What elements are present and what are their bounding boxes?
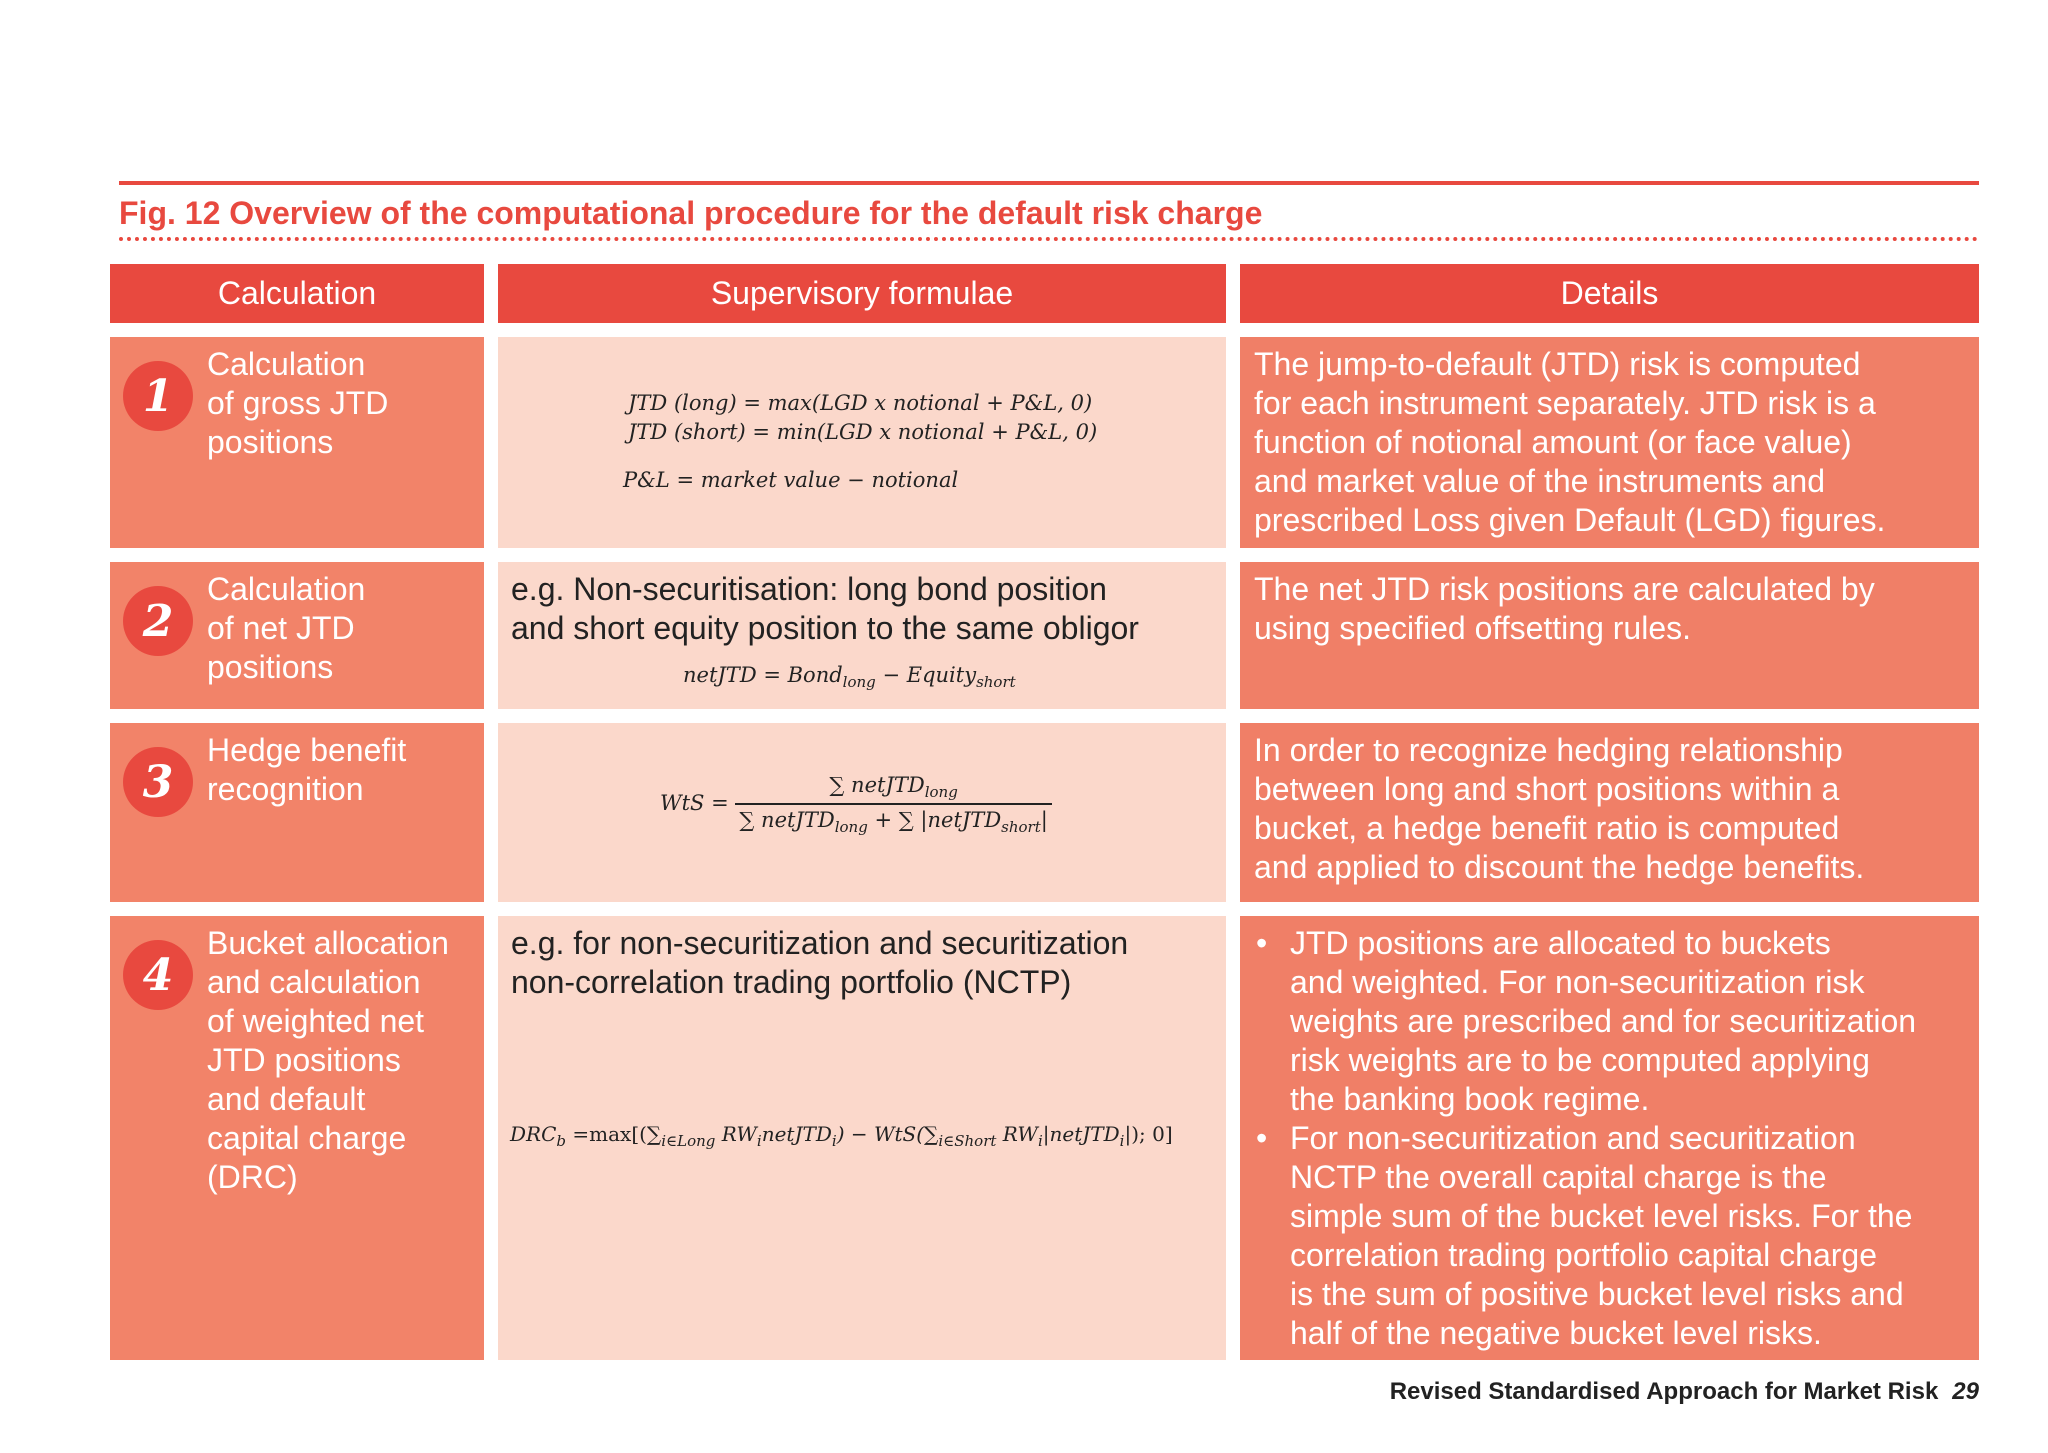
hedge-ratio-fraction xyxy=(735,773,1051,836)
details-line: bucket, a hedge benefit ratio is computed xyxy=(1254,810,1840,846)
math-part: |); 0] xyxy=(1124,1122,1173,1146)
math-part: |netJTD xyxy=(1042,1122,1120,1146)
math-part: RW xyxy=(1002,1122,1038,1146)
row-2-calculation-label xyxy=(207,570,476,687)
formula-text-line: e.g. for non-securitization and securitization xyxy=(511,925,1129,961)
calc-line: capital charge xyxy=(207,1120,407,1156)
calc-line: recognition xyxy=(207,771,364,807)
math-subscript: i xyxy=(1037,1132,1043,1150)
details-line: and weighted. For non-securitization risk xyxy=(1290,964,1865,1000)
jtd-long-formula: JTD (long) = max(LGD x notional + P&L, 0) xyxy=(628,391,1093,415)
formula-text-line: and short equity position to the same obligor xyxy=(511,610,1139,646)
math-subscript: short xyxy=(976,673,1016,692)
details-line: is the sum of positive bucket level risks and xyxy=(1290,1276,1904,1312)
jtd-short-formula: JTD (short) = min(LGD x notional + P&L, 0) xyxy=(628,420,1098,444)
row-3-calculation-label xyxy=(207,731,476,809)
details-line: • JTD positions are allocated to buckets xyxy=(1290,925,1831,961)
row-2-calculation-cell xyxy=(110,562,484,709)
math-part: + ∑ |netJTD xyxy=(874,808,1002,833)
math-subscript: short xyxy=(1001,818,1041,837)
row-4-formula-cell xyxy=(498,916,1226,1360)
math-part: Equity xyxy=(906,663,977,687)
calc-line: Hedge benefit xyxy=(207,732,407,768)
row-1-details-cell xyxy=(1240,337,1979,548)
math-part: =max xyxy=(572,1122,632,1146)
step-number-badge: 1 xyxy=(123,361,193,431)
hedge-ratio-formula xyxy=(660,773,1052,836)
math-subscript: long xyxy=(842,673,876,692)
math-subscript: long xyxy=(834,818,868,837)
row-2-details-cell xyxy=(1240,562,1979,709)
math-subscript: i∈Short xyxy=(938,1132,997,1150)
details-line: for each instrument separately. JTD risk is a xyxy=(1254,385,1876,421)
formula-text-line: non-correlation trading portfolio (NCTP) xyxy=(511,964,1072,1000)
figure-title: Fig. 12 Overview of the computational procedure for the default risk charge xyxy=(119,195,1263,231)
row-2-details-text xyxy=(1254,570,1965,648)
calc-line: Bucket allocation xyxy=(207,925,449,961)
drc-formula xyxy=(510,1122,1173,1150)
math-part: RW xyxy=(721,1122,757,1146)
row-1-formula-cell xyxy=(498,337,1226,548)
details-line: between long and short positions within a xyxy=(1254,771,1840,807)
header-supervisory-formulae: Supervisory formulae xyxy=(498,264,1226,323)
details-line: correlation trading portfolio capital charge xyxy=(1290,1237,1877,1273)
calc-line: of net JTD xyxy=(207,610,355,646)
figure-title-block xyxy=(119,181,1979,241)
row-4-details-text xyxy=(1254,924,1965,1353)
calc-line: of weighted net xyxy=(207,1003,425,1039)
row-1-calculation-label xyxy=(207,345,476,462)
details-line: and applied to discount the hedge benefits. xyxy=(1254,849,1865,885)
row-4-calculation-label xyxy=(207,924,476,1197)
details-line: prescribed Loss given Default (LGD) figures. xyxy=(1254,502,1886,538)
calc-line: Calculation xyxy=(207,571,366,607)
row-1-calculation-cell xyxy=(110,337,484,548)
fraction-denominator xyxy=(735,805,1051,836)
step-number-badge: 4 xyxy=(123,940,193,1010)
fraction-numerator xyxy=(735,773,1051,805)
math-part: WtS = xyxy=(660,791,729,816)
details-line: The net JTD risk positions are calculated by xyxy=(1254,571,1875,607)
calc-line: and calculation xyxy=(207,964,421,1000)
row-2-formula-cell xyxy=(498,562,1226,709)
title-dotted-rule xyxy=(119,237,1979,241)
math-subscript: b xyxy=(556,1132,567,1150)
details-line: NCTP the overall capital charge is the xyxy=(1290,1159,1827,1195)
details-bullet xyxy=(1254,1119,1965,1353)
page-footer xyxy=(1390,1378,1979,1406)
calc-line: positions xyxy=(207,649,334,685)
math-subscript: i xyxy=(831,1132,837,1150)
math-subscript: long xyxy=(924,783,958,802)
math-subscript: i∈Long xyxy=(661,1132,716,1150)
header-details: Details xyxy=(1240,264,1979,323)
math-subscript: i xyxy=(1119,1132,1125,1150)
net-jtd-formula xyxy=(683,663,1016,691)
row-4-example-text xyxy=(511,924,1213,1002)
math-part: − xyxy=(882,663,901,687)
math-part: ) − WtS(∑ xyxy=(836,1122,939,1146)
math-part: netJTD xyxy=(761,1122,832,1146)
details-line: and market value of the instruments and xyxy=(1254,463,1825,499)
calc-line: Calculation xyxy=(207,346,366,382)
step-number-badge: 3 xyxy=(123,747,193,817)
details-bullet-list xyxy=(1254,924,1965,1353)
footer-document-title: Revised Standardised Approach for Market Risk xyxy=(1389,1378,1939,1405)
math-part: ∑ netJTD xyxy=(739,808,835,833)
row-3-details-cell xyxy=(1240,723,1979,902)
details-line: weights are prescribed and for securitization xyxy=(1290,1003,1917,1039)
row-2-example-text xyxy=(511,570,1213,648)
row-3-formula-cell xyxy=(498,723,1226,902)
details-line: using specified offsetting rules. xyxy=(1254,610,1691,646)
step-number-badge: 2 xyxy=(123,586,193,656)
row-3-details-text xyxy=(1254,731,1965,887)
formula-text-line: e.g. Non-securitisation: long bond position xyxy=(511,571,1107,607)
math-subscript: i xyxy=(756,1132,762,1150)
calc-line: and default xyxy=(207,1081,366,1117)
details-line: the banking book regime. xyxy=(1290,1081,1650,1117)
details-line: • For non-securitization and securitization xyxy=(1290,1120,1856,1156)
page-number: 29 xyxy=(1952,1378,1979,1405)
row-3-calculation-cell xyxy=(110,723,484,902)
math-part: Bond xyxy=(787,663,843,687)
row-4-calculation-cell xyxy=(110,916,484,1360)
details-line: half of the negative bucket level risks. xyxy=(1290,1315,1822,1351)
details-line: function of notional amount (or face value) xyxy=(1254,424,1852,460)
pnl-formula: P&L = market value − notional xyxy=(623,468,959,492)
details-line: The jump-to-default (JTD) risk is computed xyxy=(1254,346,1861,382)
calc-line: of gross JTD xyxy=(207,385,389,421)
math-part: [(∑ xyxy=(631,1122,662,1146)
details-bullet xyxy=(1254,924,1965,1119)
math-part: | xyxy=(1040,808,1048,833)
details-line: risk weights are to be computed applying xyxy=(1290,1042,1870,1078)
calc-line: (DRC) xyxy=(207,1159,298,1195)
details-line: simple sum of the bucket level risks. For the xyxy=(1290,1198,1913,1234)
math-part: ∑ netJTD xyxy=(829,773,925,797)
row-1-details-text xyxy=(1254,345,1965,540)
header-calculation: Calculation xyxy=(110,264,484,323)
row-4-details-cell xyxy=(1240,916,1979,1360)
calc-line: JTD positions xyxy=(207,1042,401,1078)
calc-line: positions xyxy=(207,424,334,460)
math-part: netJTD = xyxy=(683,663,781,687)
math-part: DRC xyxy=(510,1122,557,1146)
details-line: In order to recognize hedging relationship xyxy=(1254,732,1843,768)
